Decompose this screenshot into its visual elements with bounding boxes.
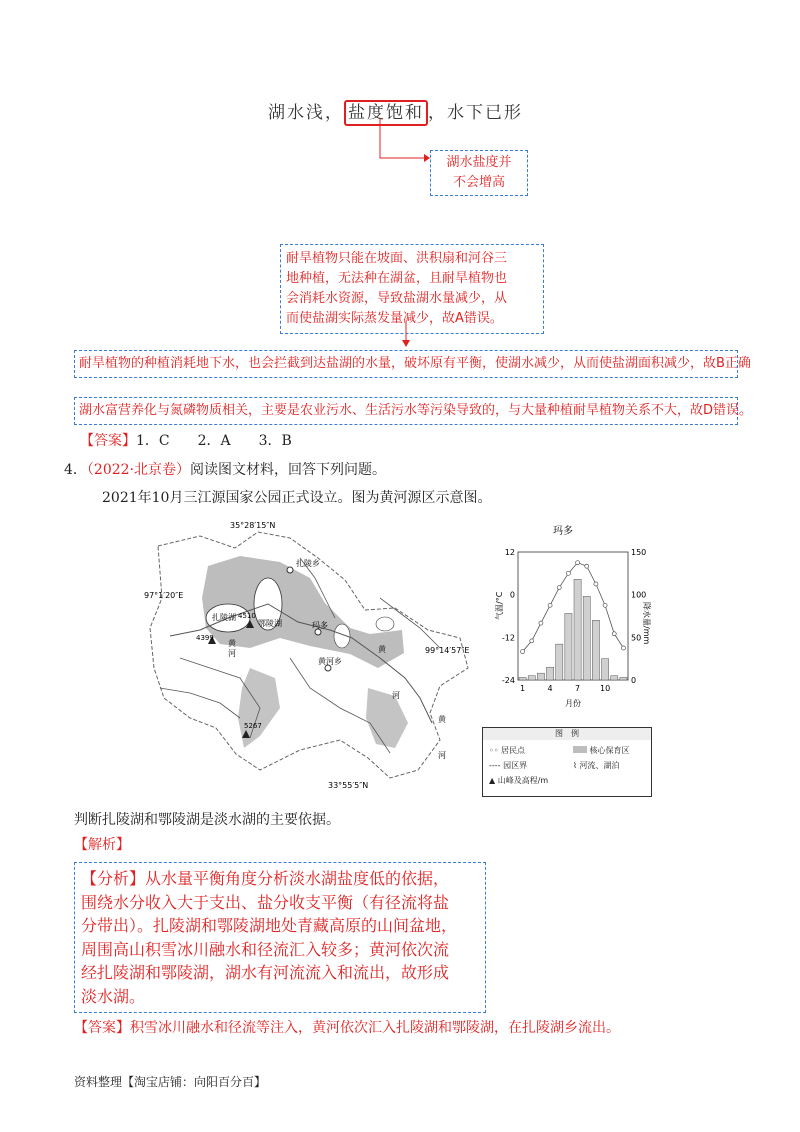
answer-line-2 — [74, 1018, 620, 1038]
map-legend — [482, 727, 652, 797]
legend-title: 图 例 — [483, 728, 651, 740]
handwritten-pre: 湖水浅， — [268, 103, 344, 123]
boxed-phrase: 盐度饱和 — [344, 100, 428, 126]
small-lake-2 — [376, 617, 394, 631]
y-label-right: 降水量/mm — [642, 602, 651, 645]
temp-point — [548, 603, 552, 607]
x-tick: 4 — [547, 684, 553, 693]
temp-line — [523, 563, 624, 652]
label-huanghe-town: 黄河乡 — [318, 657, 342, 666]
legend-boundary: ---- 园区界 — [489, 761, 528, 770]
analysis-box: 【分析】从水量平衡角度分析淡水湖盐度低的依据， 围绕水分收入大于支出、盐分收支平衡（有径流将盐 分带出）。扎陵湖和鄂陵湖地处青藏高原的山间盆地， 周围高山积雪冰川融水和径流汇入较多；黄河依次流 经扎陵湖和鄂陵湖，湖水有河流流入和流出，故形成 淡水湖。 — [74, 862, 486, 1013]
label-he-2: 河 — [392, 691, 400, 700]
temp-point — [585, 564, 589, 568]
handwritten-post: ，水下已形 — [428, 103, 523, 123]
precip-bar — [583, 596, 590, 680]
legend-reserve: 核心保育区 — [573, 745, 630, 756]
analysis-label: 【解析】 — [74, 837, 130, 853]
answer-2-label: 【答案】 — [74, 1020, 130, 1036]
footer: 资料整理【淘宝店铺：向阳百分百】 — [74, 1075, 267, 1089]
temp-point — [612, 632, 616, 636]
yellow-river-source-map — [140, 518, 480, 790]
coord-left: 97°1′20″E — [144, 591, 184, 600]
label-huang-1: 黄 — [228, 639, 236, 648]
x-tick: 1 — [520, 684, 526, 693]
reserve-area-3 — [366, 688, 408, 748]
precip-bar — [537, 673, 544, 680]
label-maduo: 玛多 — [312, 621, 328, 630]
answer-2-text: 积雪冰川融水和径流等注入，黄河依次汇入扎陵湖和鄂陵湖，在扎陵湖乡流出。 — [130, 1020, 620, 1036]
precip-bar — [620, 677, 627, 680]
x-label: 月份 — [565, 699, 581, 708]
question-number: 4． — [64, 462, 87, 478]
chart-title: 玛多 — [553, 526, 573, 537]
river-trib-5 — [160, 688, 240, 718]
x-tick: 7 — [575, 684, 581, 693]
coord-bottom: 33°55′5″N — [328, 781, 369, 790]
annotation-note-4: 湖水富营养化与氮磷物质相关，主要是农业污水、生活污水等污染导致的，与大量种植耐旱植物关系不大，故D错误。 — [74, 397, 738, 425]
precip-bar — [611, 676, 618, 680]
precip-bar — [592, 620, 599, 680]
y-tick-left: -24 — [501, 676, 515, 685]
legend-settlement: ◦◦ 居民点 — [489, 746, 525, 755]
question-text: 阅读图文材料，回答下列问题。 — [190, 462, 387, 478]
y-tick-right: 0 — [631, 676, 637, 685]
y-tick-right: 150 — [631, 548, 647, 557]
chart-frame — [518, 552, 628, 680]
label-zhaling-town: 扎陵乡 — [296, 559, 320, 568]
precip-bar — [602, 659, 609, 680]
y-tick-left: 0 — [509, 590, 515, 600]
precip-bar — [574, 579, 581, 680]
answer-line-1 — [80, 431, 292, 451]
x-tick: 10 — [599, 684, 611, 693]
answer-text: 1．C 2．A 3．B — [136, 433, 292, 449]
climate-chart — [478, 520, 651, 710]
intro-text: 2021年10月三江源国家公园正式设立。图为黄河源区示意图。 — [102, 490, 492, 506]
arrow-2 — [400, 322, 412, 348]
y-tick-right: 100 — [631, 590, 647, 600]
temp-point — [530, 639, 534, 643]
precip-bar — [565, 613, 572, 680]
temp-point — [557, 586, 561, 590]
legend-peak: ▲ 山峰及高程/m — [489, 776, 549, 785]
temp-point — [521, 650, 525, 654]
y-tick-right: 50 — [631, 633, 642, 643]
y-label-left: 气温/°C — [495, 591, 504, 620]
coord-top: 35°28′15″N — [230, 521, 276, 530]
coord-right: 99°14′57″E — [425, 646, 470, 655]
y-tick-left: 12 — [504, 548, 515, 557]
settlement-zhaling — [287, 567, 293, 573]
peak-elev-3: 5267 — [244, 722, 262, 730]
legend-river: ⌇ 河流、湖泊 — [573, 761, 620, 770]
precip-bar — [547, 667, 554, 680]
precip-bar — [556, 644, 563, 680]
sub-question: 判断扎陵湖和鄂陵湖是淡水湖的主要依据。 — [74, 812, 340, 828]
temp-point — [603, 603, 607, 607]
annotation-note-2: 耐旱植物只能在坡面、洪积扇和河谷三 地种植，无法种在湖盆，且耐旱植物也 会消耗水资源，导致盐湖水量减少，从 而使盐湖实际蒸发量减少，故A错误。 — [280, 244, 544, 334]
question-4 — [64, 460, 386, 480]
label-he-1: 河 — [228, 649, 236, 658]
peak-elev-2: 4399 — [196, 634, 214, 642]
temp-point — [539, 621, 543, 625]
precip-bar — [528, 676, 535, 680]
label-huang-3: 黄 — [438, 715, 446, 724]
annotation-note-3: 耐旱植物的种植消耗地下水，也会拦截到达盐湖的水量，破坏原有平衡，使湖水减少，从而使盐湖面积减少，故B正确 — [74, 350, 738, 378]
label-zhaling-lake: 扎陵湖 — [212, 613, 236, 622]
temp-point — [621, 646, 625, 650]
question-source: （2022·北京卷） — [86, 462, 191, 478]
answer-label: 【答案】 — [80, 433, 136, 449]
label-eling-lake: 鄂陵湖 — [258, 619, 282, 628]
label-huang-2: 黄 — [378, 645, 386, 654]
temp-point — [594, 582, 598, 586]
temp-point — [576, 561, 580, 565]
label-he-3: 河 — [438, 751, 446, 760]
annotation-note-1: 湖水盐度并 不会增高 — [430, 150, 528, 196]
peak-elev-1: 4510 — [238, 612, 256, 620]
y-tick-left: -12 — [501, 633, 515, 643]
temp-point — [566, 571, 570, 575]
park-boundary — [150, 532, 468, 778]
precip-bar — [519, 677, 526, 680]
